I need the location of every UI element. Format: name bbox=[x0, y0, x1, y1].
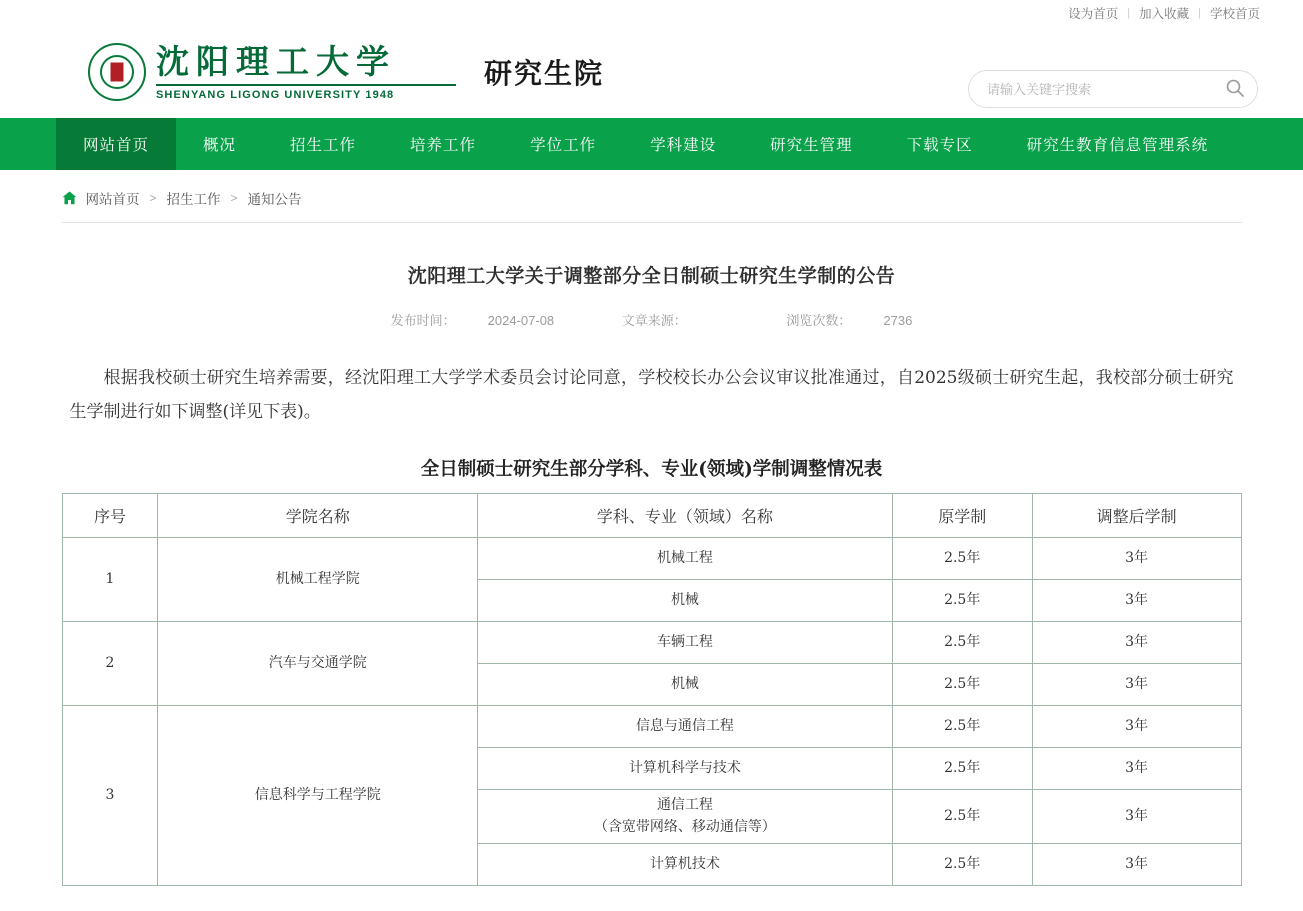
th-college: 学院名称 bbox=[158, 494, 478, 538]
topbar-separator-1: | bbox=[1127, 7, 1131, 19]
logo-chinese-name: 沈阳理工大学 bbox=[156, 42, 396, 82]
search-input[interactable] bbox=[969, 82, 1213, 97]
site-logo[interactable] bbox=[88, 43, 456, 101]
cell-major: 车辆工程 bbox=[478, 622, 893, 664]
main-navigation bbox=[0, 118, 1303, 170]
th-major: 学科、专业（领域）名称 bbox=[478, 494, 893, 538]
page-title: 沈阳理工大学关于调整部分全日制硕士研究生学制的公告 bbox=[407, 266, 896, 287]
nav-item-info-system[interactable]: 研究生教育信息管理系统 bbox=[1026, 137, 1209, 154]
nav-item-discipline[interactable]: 学科建设 bbox=[650, 137, 717, 154]
cell-major: 信息与通信工程 bbox=[478, 706, 893, 748]
cell-old-duration: 2.5年 bbox=[892, 790, 1032, 844]
cell-new-duration: 3年 bbox=[1032, 664, 1241, 706]
nav-item-home[interactable]: 网站首页 bbox=[56, 118, 176, 170]
table-header-row bbox=[62, 494, 1241, 538]
site-header bbox=[0, 26, 1303, 118]
breadcrumb-separator-2: > bbox=[230, 191, 238, 205]
nav-item-admissions[interactable]: 招生工作 bbox=[290, 137, 357, 154]
cell-old-duration: 2.5年 bbox=[892, 622, 1032, 664]
nav-item-degree[interactable]: 学位工作 bbox=[530, 137, 597, 154]
site-title: 研究生院 bbox=[484, 58, 605, 89]
cell-old-duration: 2.5年 bbox=[892, 748, 1032, 790]
table-caption: 全日制硕士研究生部分学科、专业(领域)学制调整情况表 bbox=[420, 459, 883, 480]
cell-index: 3 bbox=[62, 706, 158, 886]
logo-text-block bbox=[156, 43, 456, 101]
cell-new-duration: 3年 bbox=[1032, 748, 1241, 790]
logo-english-name: SHENYANG LIGONG UNIVERSITY 1948 bbox=[156, 88, 395, 101]
study-duration-table bbox=[62, 493, 1242, 886]
breadcrumb-separator-1: > bbox=[149, 191, 157, 205]
cell-old-duration: 2.5年 bbox=[892, 664, 1032, 706]
cell-new-duration: 3年 bbox=[1032, 538, 1241, 580]
nav-item-downloads[interactable]: 下载专区 bbox=[906, 137, 973, 154]
article-source: 文章来源： bbox=[621, 313, 687, 328]
nav-item-overview[interactable]: 概况 bbox=[203, 137, 237, 154]
breadcrumb-item-home[interactable]: 网站首页 bbox=[85, 192, 140, 207]
search-button[interactable] bbox=[1213, 71, 1257, 107]
cell-new-duration: 3年 bbox=[1032, 622, 1241, 664]
cell-major: 计算机科学与技术 bbox=[478, 748, 893, 790]
th-old-duration: 原学制 bbox=[892, 494, 1032, 538]
cell-major-line1: 通信工程 bbox=[656, 797, 713, 813]
set-homepage-link[interactable]: 设为首页 bbox=[1068, 7, 1119, 21]
breadcrumb-item-admissions[interactable]: 招生工作 bbox=[166, 192, 221, 207]
cell-major: 计算机技术 bbox=[478, 844, 893, 886]
cell-college: 信息科学与工程学院 bbox=[158, 706, 478, 886]
cell-old-duration: 2.5年 bbox=[892, 706, 1032, 748]
cell-major-line2: （含宽带网络、移动通信等） bbox=[593, 818, 776, 835]
cell-index: 2 bbox=[62, 622, 158, 706]
breadcrumb bbox=[62, 170, 1242, 223]
search-icon bbox=[1225, 78, 1245, 101]
view-count: 浏览次数： 2736 bbox=[786, 313, 913, 328]
top-utility-bar bbox=[0, 0, 1303, 26]
nav-item-management[interactable]: 研究生管理 bbox=[770, 137, 853, 154]
publish-time: 发布时间： 2024-07-08 bbox=[390, 313, 555, 328]
cell-new-duration: 3年 bbox=[1032, 580, 1241, 622]
cell-major: 机械 bbox=[478, 664, 893, 706]
topbar-separator-2: | bbox=[1198, 7, 1201, 19]
article-paragraph: 根据我校硕士研究生培养需要，经沈阳理工大学学术委员会讨论同意，学校校长办公会议审议批准通过，自2025级硕士研究生起，我校部分硕士研究生学制进行如下调整(详见下表)。 bbox=[69, 368, 1234, 422]
cell-college: 机械工程学院 bbox=[158, 538, 478, 622]
article-meta bbox=[62, 288, 1242, 329]
nav-item-training[interactable]: 培养工作 bbox=[410, 137, 477, 154]
article-body bbox=[62, 223, 1242, 481]
university-emblem-icon bbox=[88, 43, 146, 101]
search-box[interactable] bbox=[968, 70, 1258, 108]
cell-index: 1 bbox=[62, 538, 158, 622]
school-homepage-link[interactable]: 学校首页 bbox=[1209, 7, 1260, 21]
cell-major bbox=[478, 790, 893, 844]
cell-old-duration: 2.5年 bbox=[892, 844, 1032, 886]
cell-major: 机械 bbox=[478, 580, 893, 622]
add-favorite-link[interactable]: 加入收藏 bbox=[1139, 7, 1190, 21]
cell-college: 汽车与交通学院 bbox=[158, 622, 478, 706]
logo-divider bbox=[156, 84, 456, 86]
cell-major: 机械工程 bbox=[478, 538, 893, 580]
cell-new-duration: 3年 bbox=[1032, 844, 1241, 886]
cell-new-duration: 3年 bbox=[1032, 790, 1241, 844]
breadcrumb-item-notice[interactable]: 通知公告 bbox=[247, 192, 302, 207]
table-row bbox=[62, 538, 1241, 580]
cell-old-duration: 2.5年 bbox=[892, 580, 1032, 622]
cell-new-duration: 3年 bbox=[1032, 706, 1241, 748]
th-index: 序号 bbox=[62, 494, 158, 538]
cell-old-duration: 2.5年 bbox=[892, 538, 1032, 580]
th-new-duration: 调整后学制 bbox=[1032, 494, 1241, 538]
table-row bbox=[62, 706, 1241, 748]
table-row bbox=[62, 622, 1241, 664]
home-icon bbox=[62, 191, 77, 205]
